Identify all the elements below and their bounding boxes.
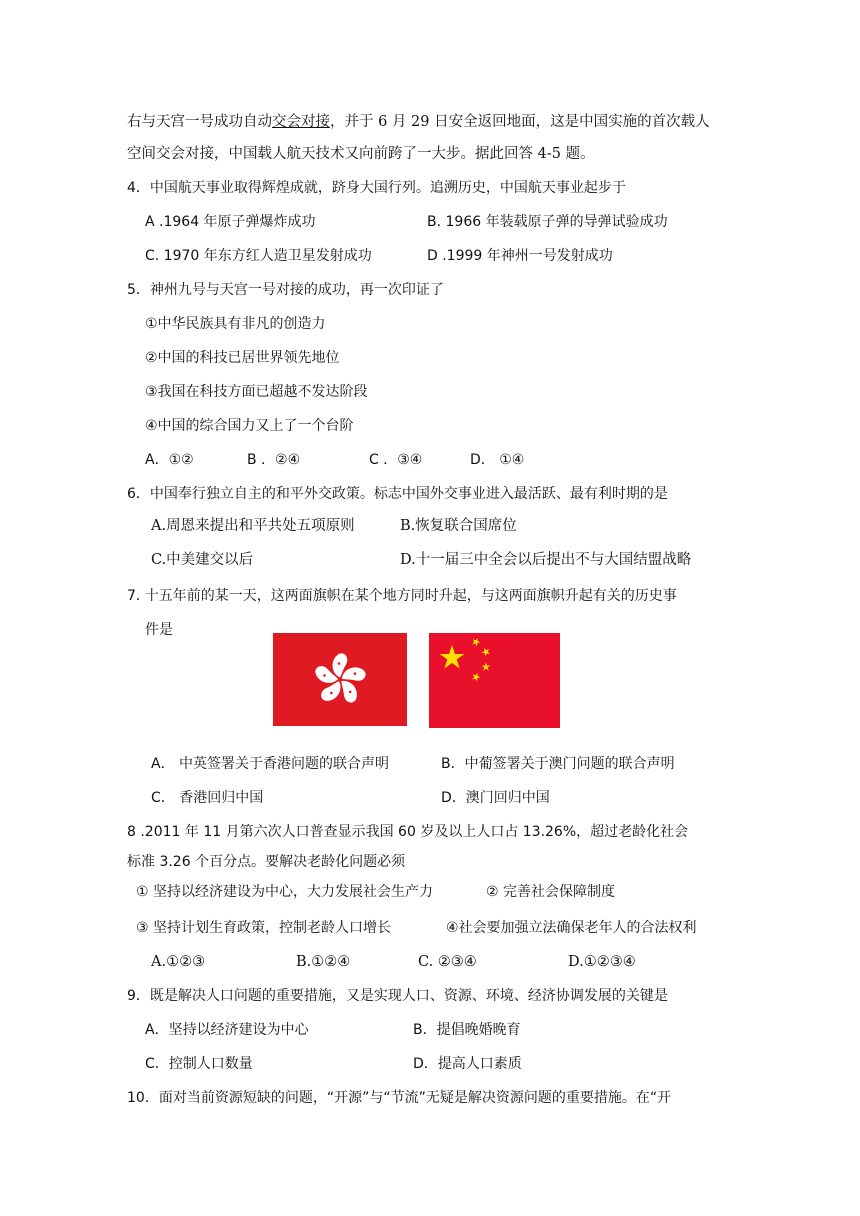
china-flag-field (429, 633, 560, 728)
q4-option-c: C. 1970 年东方红人造卫星发射成功 (145, 248, 372, 264)
intro-text-b: ，并于 6 月 29 日安全返回地面，这是中国实施的首次载人 (330, 114, 710, 130)
q8-statement-4: ④社会要加强立法确保老年人的合法权利 (446, 920, 697, 936)
hong-kong-flag-field (273, 633, 407, 726)
q8-option-a: A.①②③ (151, 954, 206, 970)
q9-stem: 9．既是解决人口问题的重要措施，又是实现人口、资源、环境、经济协调发展的关键是 (127, 988, 668, 1004)
china-flag (429, 633, 560, 728)
q9-option-b: B．提倡晚婚晚育 (413, 1022, 521, 1038)
intro-text-a: 右与天宫一号成功自动 (127, 114, 272, 130)
q7-stem-line-1: 7. 十五年前的某一天，这两面旗帜在某个地方同时升起，与这两面旗帜升起有关的历史事 (127, 588, 677, 604)
q8-option-b: B.①②④ (296, 954, 351, 970)
q9-option-d: D．提高人口素质 (413, 1056, 522, 1072)
q5-statement-4: ④中国的综合国力又上了一个台阶 (145, 418, 354, 434)
underlined-term: 交会对接 (272, 114, 330, 130)
q8-statement-2: ② 完善社会保障制度 (486, 884, 616, 900)
q4-option-d: D .1999 年神州一号发射成功 (427, 248, 613, 264)
q8-stem-line-2: 标准 3.26 个百分点。要解决老龄化问题必须 (127, 854, 406, 870)
q8-stem-line-1: 8 .2011 年 11 月第六次人口普查显示我国 60 岁及以上人口占 13.26%，超过老龄化社会 (127, 824, 689, 840)
intro-line-2: 空间交会对接，中国载人航天技术又向前跨了一大步。据此回答 4-5 题。 (127, 146, 595, 162)
q7-option-d: D．澳门回归中国 (441, 790, 550, 806)
q7-option-c: C． 香港回归中国 (151, 790, 264, 806)
q10-stem: 10．面对当前资源短缺的问题，“开源”与“节流”无疑是解决资源问题的重要措施。在“开 (127, 1090, 672, 1106)
q6-stem: 6．中国奉行独立自主的和平外交政策。标志中国外交事业进入最活跃、最有利时期的是 (127, 486, 668, 502)
q9-option-a: A．坚持以经济建设为中心 (145, 1022, 309, 1038)
q5-statement-3: ③我国在科技方面已超越不发达阶段 (145, 384, 368, 400)
intro-line-1 (127, 112, 710, 132)
q5-statement-1: ①中华民族具有非凡的创造力 (145, 316, 326, 332)
q5-stem: 5．神州九号与天宫一号对接的成功，再一次印证了 (127, 282, 444, 298)
q5-statement-2: ②中国的科技已居世界领先地位 (145, 350, 340, 366)
q4-option-b: B. 1966 年装载原子弹的导弹试验成功 (427, 214, 668, 230)
q6-option-a: A.周恩来提出和平共处五项原则 (151, 518, 355, 534)
q8-option-d: D.①②③④ (568, 954, 636, 970)
q7-stem-line-2: 件是 (145, 622, 173, 638)
q7-option-a: A． 中英签署关于香港问题的联合声明 (151, 756, 390, 772)
q8-option-c: C. ②③④ (418, 954, 477, 970)
q6-option-c: C.中美建交以后 (151, 552, 254, 568)
hong-kong-flag (273, 633, 407, 726)
q8-statement-1: ① 坚持以经济建设为中心，大力发展社会生产力 (136, 884, 433, 900)
q4-stem: 4．中国航天事业取得辉煌成就，跻身大国行列。追溯历史，中国航天事业起步于 (127, 180, 626, 196)
q9-option-c: C．控制人口数量 (145, 1056, 253, 1072)
q4-option-a: A .1964 年原子弹爆炸成功 (145, 214, 316, 230)
q5-option-a: A．①② (145, 452, 194, 468)
q7-option-b: B．中葡签署关于澳门问题的联合声明 (441, 756, 675, 772)
q5-option-d: D． ①④ (470, 452, 525, 468)
q5-option-b: B ．②④ (247, 452, 301, 468)
q6-option-b: B.恢复联合国席位 (400, 518, 517, 534)
q8-statement-3: ③ 坚持计划生育政策，控制老龄人口增长 (136, 920, 391, 936)
q5-option-c: C ．③④ (369, 452, 423, 468)
q6-option-d: D.十一届三中全会以后提出不与大国结盟战略 (400, 552, 692, 568)
